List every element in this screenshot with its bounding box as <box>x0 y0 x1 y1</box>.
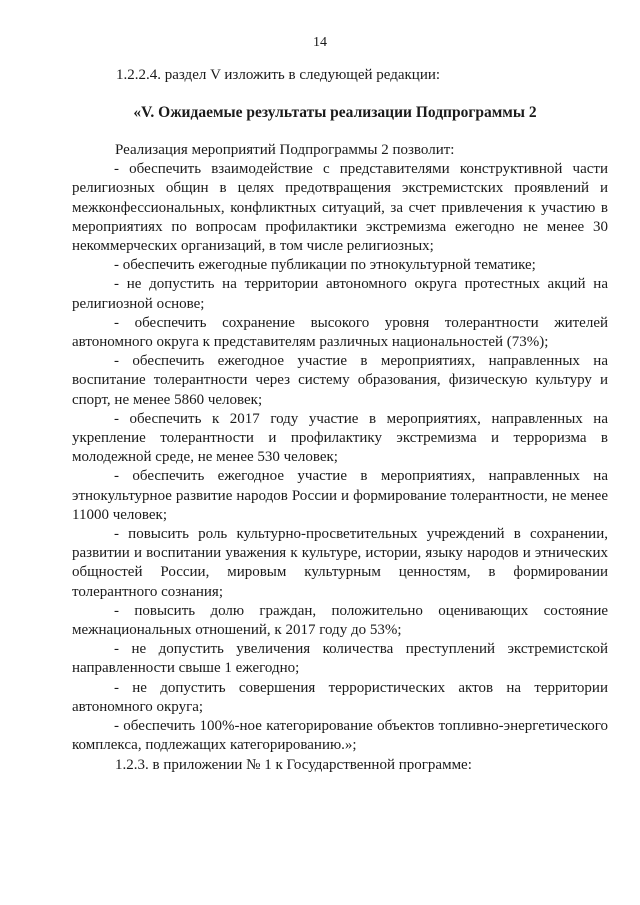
list-item: - обеспечить взаимодействие с представителями конструктивной части религиозных общин в целях предотвращения экстремистских проявлений и межконфессиональных, конфликтных ситуаций, за счет привлечения к участию в мероприятиях по вопросам профилактики экстремизма ежегодно не менее 30 некоммерческих организаций, в том числе религиозных; <box>72 161 608 255</box>
list-item: - повысить долю граждан, положительно оценивающих состояние межнациональных отношений, к 2017 году до 53%; <box>72 602 608 639</box>
list-item: - обеспечить к 2017 году участие в мероприятиях, направленных на укрепление толерантности и профилактику экстремизма и терроризма в молодежной среде, не менее 530 человек; <box>72 410 608 466</box>
section-body <box>72 141 608 775</box>
list-item: - обеспечить 100%-ное категорирование объектов топливно-энергетического комплекса, подлежащих категорированию.»; <box>72 718 608 754</box>
list-item: - не допустить совершения террористических актов на территории автономного округа; <box>72 679 608 715</box>
list-item: - не допустить увеличения количества преступлений экстремистской направленности свыше 1 ежегодно; <box>72 641 608 677</box>
amendment-intro: 1.2.2.4. раздел V изложить в следующей редакции: <box>116 67 441 83</box>
list-item: - обеспечить ежегодные публикации по этнокультурной тематике; <box>114 257 536 274</box>
section-heading: «V. Ожидаемые результаты реализации Подпрограммы 2 <box>133 104 537 121</box>
page-number: 14 <box>313 35 327 50</box>
list-item: - обеспечить ежегодное участие в мероприятиях, направленных на воспитание толерантности через систему образования, физическую культуру и спорт, не менее 5860 человек; <box>72 353 608 408</box>
list-item: - обеспечить сохранение высокого уровня толерантности жителей автономного округа к представителям различных национальностей (73%); <box>72 314 608 351</box>
closing-paragraph: 1.2.3. в приложении № 1 к Государственной программе: <box>115 756 472 773</box>
list-item: - обеспечить ежегодное участие в мероприятиях, направленных на этнокультурное развитие народов России и формирование толерантности, не менее 11000 человек; <box>72 468 608 523</box>
list-item: - повысить роль культурно-просветительных учреждений в сохранении, развитии и воспитании уважения к культуре, истории, языку народов и этнических общностей России, мировым культурным ценностям, в формировании толерантного сознания; <box>72 526 608 600</box>
lead-paragraph: Реализация мероприятий Подпрограммы 2 позволит: <box>115 142 455 158</box>
list-item: - не допустить на территории автономного округа протестных акций на религиозной основе; <box>72 276 608 312</box>
